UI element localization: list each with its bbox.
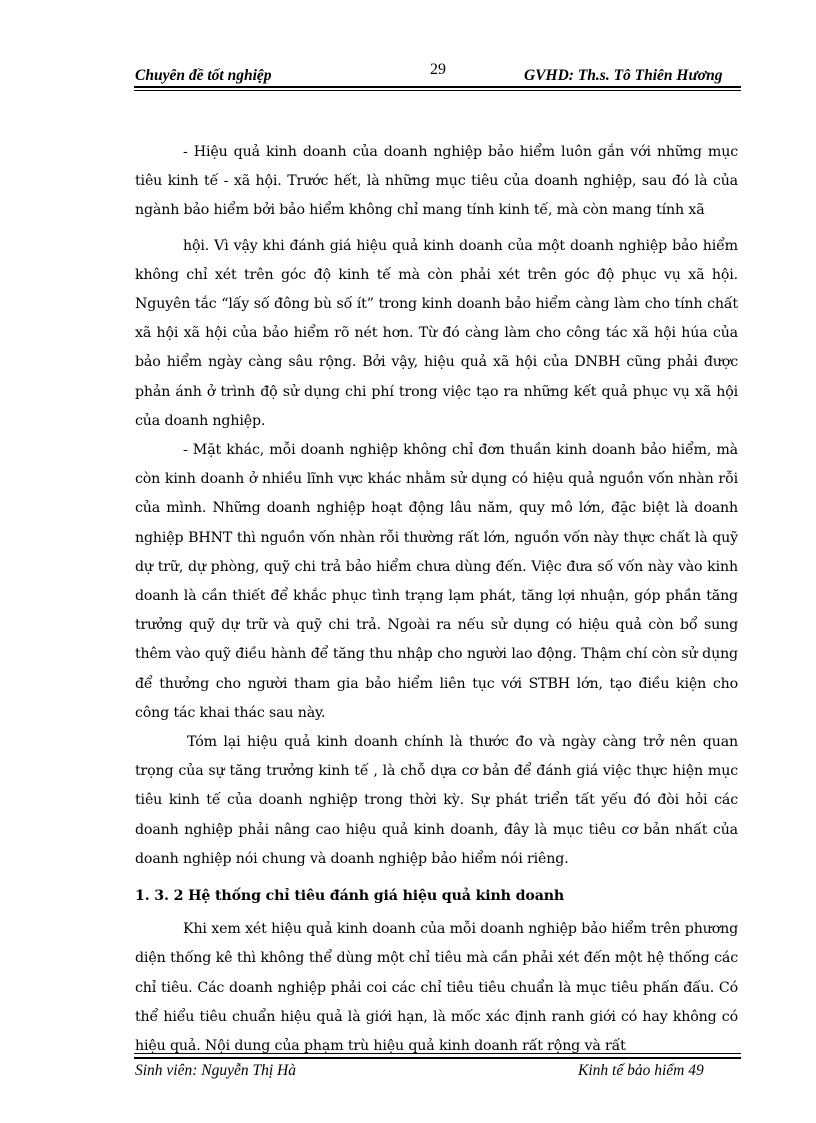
paragraph: Tóm lại hiệu quả kinh doanh chính là thước đo và ngày càng trở nên quan trọng của sự tăng trưởng kinh tế , là chỗ dựa cơ bản để đánh giá việc thực hiện mục tiêu kinh tế của doanh nghiệp trong thời kỳ. Sự phát triển tất yếu đó đòi hỏi các doanh nghiệp phải nâng cao hiệu quả kinh doanh, đây là mục tiêu cơ bản nhất của doanh nghiệp nói chung và doanh nghiệp bảo hiểm nói riêng. (135, 734, 738, 867)
footer-class: Kinh tế bảo hiểm 49 (578, 1062, 704, 1079)
paragraph: hội. Vì vậy khi đánh giá hiệu quả kinh doanh của một doanh nghiệp bảo hiểm không chỉ xét trên góc độ kinh tế mà còn phải xét trên góc độ phục vụ xã hội. Nguyên tắc “lấy số đông bù số ít” trong kinh doanh bảo hiểm càng làm cho tính chất xã hội xã hội của bảo hiểm rõ nét hơn. Từ đó càng làm cho công tác xã hội húa của bảo hiểm ngày càng sâu rộng. Bởi vậy, hiệu quả xã hội của DNBH cũng phải được phản ánh ở trình độ sử dụng chi phí trong việc tạo ra những kết quả phục vụ xã hội của doanh nghiệp. (135, 237, 738, 429)
header-rule-thin (134, 90, 741, 91)
paragraph: - Hiệu quả kinh doanh của doanh nghiệp bảo hiểm luôn gắn với những mục tiêu kinh tế - xã hội. Trước hết, là những mục tiêu của doanh nghiệp, sau đó là của ngành bảo hiểm bởi bảo hiểm không chỉ mang tính kinh tế, mà còn mang tính xã (135, 144, 738, 219)
section-heading: 1. 3. 2 Hệ thống chỉ tiêu đánh giá hiệu quả kinh doanh (135, 888, 565, 905)
header-advisor: GVHD: Th.s. Tô Thiên Hương (524, 67, 723, 84)
paragraph: Khi xem xét hiệu quả kinh doanh của mỗi doanh nghiệp bảo hiểm trên phương diện thống kê thì không thể dùng một chỉ tiêu mà cần phải xét đến một hệ thống các chỉ tiêu. Các doanh nghiệp phải coi các chỉ tiêu tiêu chuẩn là mục tiêu phấn đấu. Có thể hiểu tiêu chuẩn hiệu quả là giới hạn, là mốc xác định ranh giới có hay không có hiệu quả. Nội dung của phạm trù hiệu quả kinh doanh rất rộng và rất (135, 921, 738, 1055)
paragraph: - Mặt khác, mỗi doanh nghiệp không chỉ đơn thuần kinh doanh bảo hiểm, mà còn kinh doanh ở nhiều lĩnh vực khác nhằm sử dụng có hiệu quả nguồn vốn nhàn rỗi của mình. Những doanh nghiệp hoạt động lâu năm, quy mô lớn, đặc biệt là doanh nghiệp BHNT thì nguồn vốn nhàn rỗi thường rất lớn, nguồn vốn này thực chất là quỹ dự trữ, dự phòng, quỹ chi trả bảo hiểm chưa dùng đến. Việc đưa số vốn này vào kinh doanh là cần thiết để khắc phục tình trạng lạm phát, tăng lợi nhuận, góp phần tăng trưởng quỹ dự trữ và quỹ chi trả. Ngoài ra nếu sử dụng có hiệu quả còn bổ sung thêm vào quỹ điều hành để tăng thu nhập cho người lao động. Thậm chí còn sử dụng để thưởng cho người tham gia bảo hiểm liên tục với STBH lớn, tạo điều kiện cho công tác khai thác sau này. (135, 442, 738, 721)
page-number: 29 (430, 61, 446, 78)
body-text (135, 138, 738, 1061)
footer-rule-thin (134, 1053, 741, 1054)
header-rule-thick (134, 86, 741, 88)
header-title: Chuyên đề tốt nghiệp (135, 67, 272, 84)
footer-rule-thick (134, 1057, 741, 1059)
footer-student: Sinh viên: Nguyễn Thị Hà (135, 1062, 297, 1079)
